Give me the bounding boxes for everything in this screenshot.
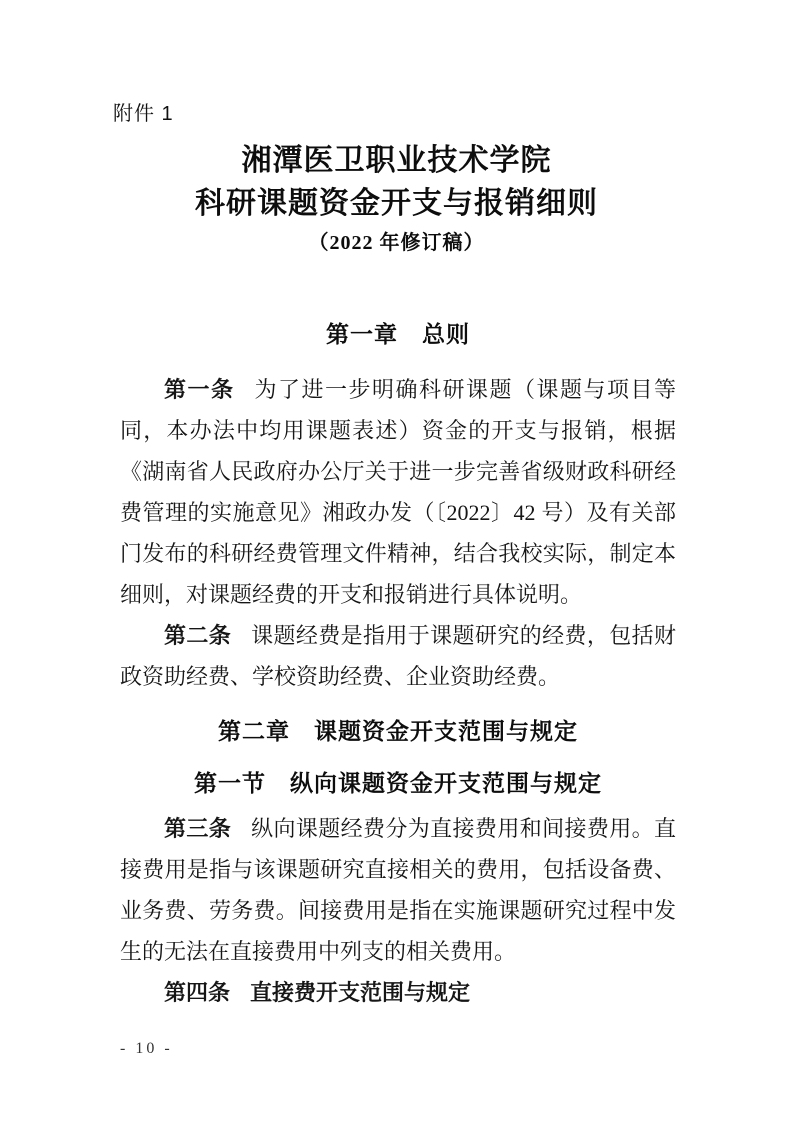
chapter-2-heading: 第二章 课题资金开支范围与规定 — [218, 718, 578, 744]
document-title-line-1: 湘潭医卫职业技术学院 — [241, 144, 552, 177]
article-4-number: 第四条 — [164, 980, 231, 1005]
page-number: - 10 - — [120, 1040, 173, 1057]
document-body — [120, 314, 676, 1013]
document-subtitle: （2022 年修订稿） — [308, 232, 485, 254]
article-3-number: 第三条 — [164, 816, 232, 841]
article-1-text: 为了进一步明确科研课题（课题与项目等同，本办法中均用课题表述）资金的开支与报销，根据《湖南省人民政府办公厅关于进一步完善省级财政科研经费管理的实施意见》湘政办发（〔2022〕42 号）及有关部门发布的科研经费管理文件精神，结合我校实际，制定本细则，对课题经费的开支和报销进行具体说明。 — [120, 377, 676, 607]
chapter-1-heading: 第一章 总则 — [326, 321, 470, 347]
article-2-paragraph — [120, 615, 676, 697]
article-3-text: 纵向课题经费分为直接费用和间接费用。直接费用是指与该课题研究直接相关的费用，包括设备费、业务费、劳务费。间接费用是指在实施课题研究过程中发生的无法在直接费用中列支的相关费用。 — [120, 816, 676, 964]
article-1-number: 第一条 — [164, 377, 235, 402]
article-4-heading-text: 直接费开支范围与规定 — [250, 980, 471, 1005]
article-2-text: 课题经费是指用于课题研究的经费，包括财政资助经费、学校资助经费、企业资助经费。 — [120, 623, 676, 689]
document-title-line-2: 科研课题资金开支与报销细则 — [195, 187, 598, 220]
article-3-paragraph — [120, 808, 676, 972]
article-2-number: 第二条 — [164, 623, 232, 648]
article-4-heading — [120, 972, 676, 1013]
attachment-label: 附件 1 — [113, 103, 174, 125]
article-1-paragraph — [120, 369, 676, 615]
section-1-heading: 第一节 纵向课题资金开支范围与规定 — [194, 771, 602, 796]
